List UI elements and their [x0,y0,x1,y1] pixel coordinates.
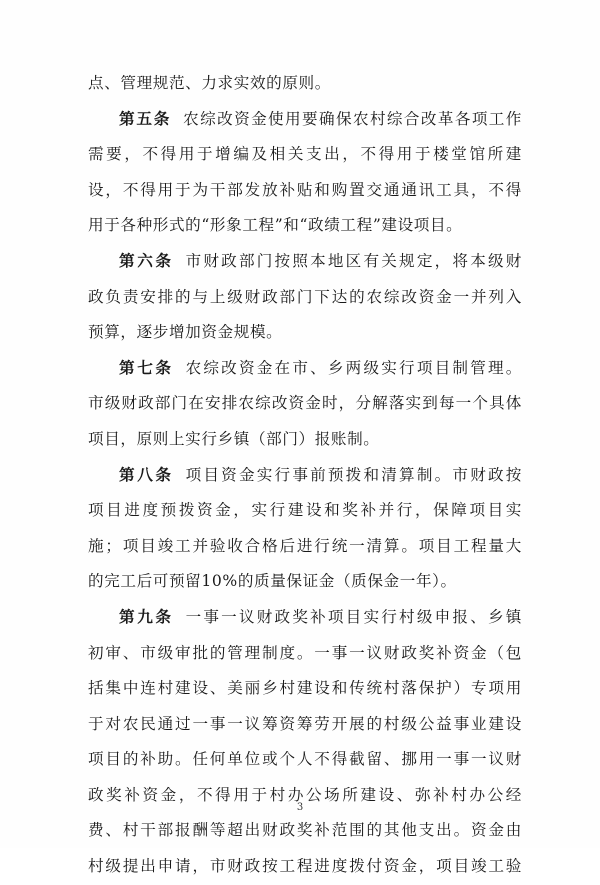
article-9-line: 括集中连村建设、美丽乡村建设和传统村落保护）专项用 [88,679,522,698]
article-7-first-line [88,351,522,387]
article-9-line: 政奖补资金，不得用于村办公场所建设、弥补村办公经 [88,785,522,804]
article-9-line: 村级提出申请，市财政按工程进度拨付资金，项目竣工验 [88,857,522,876]
body-text [88,66,522,885]
article-8-line: 项目进度预拨资金，实行建设和奖补并行，保障项目实 [88,501,522,520]
article-8-text: 项目资金实行事前预拨和清算制。市财政按 [185,465,522,484]
article-6-first-line [88,244,522,280]
article-7-label: 第七条 [119,358,174,377]
article-5-line: 需要，不得用于增编及相关支出，不得用于楼堂馆所建 [88,145,522,164]
article-7-line: 项目，原则上实行乡镇（部门）报账制。 [88,429,380,448]
article-5-line: 设，不得用于为干部发放补贴和购置交通通讯工具，不得 [88,180,522,199]
article-9-label: 第九条 [119,607,174,626]
article-7-text: 农综改资金在市、乡两级实行项目制管理。 [185,358,522,377]
article-8-first-line [88,458,522,494]
page-number: 3 [296,802,304,813]
article-9-first-line [88,600,522,636]
article-8-line: 的完工后可预留10%的质量保证金（质保金一年）。 [88,572,457,591]
article-5-label: 第五条 [119,109,172,128]
article-8-line: 施；项目竣工并验收合格后进行统一清算。项目工程量大 [88,536,522,555]
intro-line: 点、管理规范、力求实效的原则。 [88,74,331,92]
article-5-first-line [88,102,522,138]
article-9-line: 初审、市级审批的管理制度。一事一议财政奖补资金（包 [88,643,522,662]
article-8-label: 第八条 [119,465,174,484]
article-9-line: 于对农民通过一事一议筹资筹劳开展的村级公益事业建设 [88,714,522,733]
article-6-label: 第六条 [119,251,174,270]
article-6-line: 预算，逐步增加资金规模。 [88,323,283,342]
article-9-line: 项目的补助。任何单位或个人不得截留、挪用一事一议财 [88,750,522,769]
article-5-line: 用于各种形式的“形象工程”和“政绩工程”建设项目。 [88,216,463,235]
article-5-text: 农综改资金使用要确保农村综合改革各项工作 [183,109,522,128]
article-7-line: 市级财政部门在安排农综改资金时，分解落实到每一个具体 [88,394,522,413]
article-6-line: 政负责安排的与上级财政部门下达的农综改资金一并列入 [88,287,522,306]
article-9-text: 一事一议财政奖补项目实行村级申报、乡镇 [185,607,522,626]
article-9-line: 费、村干部报酬等超出财政奖补范围的其他支出。资金由 [88,821,522,840]
article-6-text: 市财政部门按照本地区有关规定，将本级财 [185,251,522,270]
